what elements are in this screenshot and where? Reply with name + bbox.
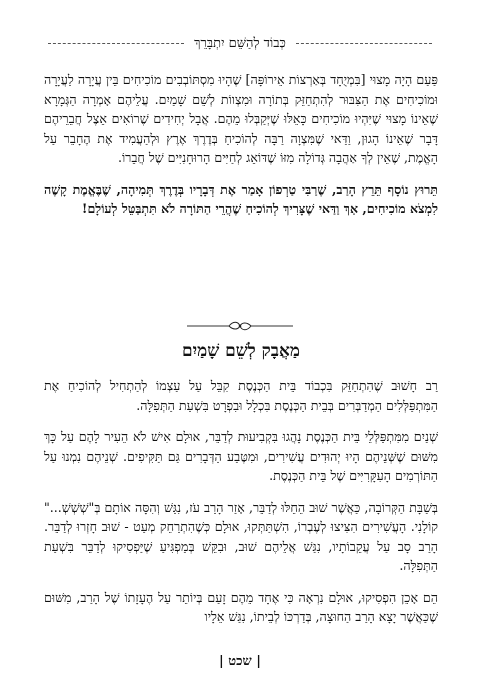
paragraph-second-answer: תֵּרוּץ נוֹסָף תֵּרֵץ הָרַב, שֶׁרַבִּי טַרְפוֹן אָמַר אֶת דְּבָרָיו בְּדֶרֶךְ תְּמִיהָה, שֶׁבֶּאֱמֶת קָשֶׁה לִמְצֹא מוֹכִיחִים, אַךְ וַדַּאי שֶׁצָּרִיךְ לְהוֹכִיחַ שֶׁהֲרֵי הַתּוֹרָה לֹא תִּתְבַּטֵּל לְעוֹלָם! [44, 181, 438, 216]
section-text-block [44, 376, 438, 639]
section-paragraph-1: רַב חָשׁוּב שֶׁהִתְחַזֵּק בִּכְבוֹד בֵּית הַכְּנֶסֶת קִבֵּל עַל עַצְמוֹ לְהַתְחִיל לְהוֹכִיחַ אֶת הַמִּתְפַּלְּלִים הַמְדַבְּרִים בְּבֵית הַכְּנֶסֶת בִּכְלָל וּבִפְרָט בִּשְׁעַת הַתְּפִלָּה. [44, 378, 438, 413]
paragraph-intro: פַּעַם הָיָה מָצוּי [בִּמְיֻחָד בְּאַרְצוֹת אֵירוֹפָּה] שֶׁהָיוּ מִסְתּוֹבְבִים מוֹכִיחִים בֵּין עֲיָרָה לַעֲיָרָה וּמוֹכִיחִים אֶת הַצִּבּוּר לְהִתְחַזֵּק בְּתוֹרָה וּמִצְווֹת לְשֵׁם שָׁמַיִם. עֲלֵיהֶם אָמְרָה הַגְּמָרָא שֶׁאֵינוֹ מָצוּי שֶׁיִּהְיוּ מוֹכִיחִים כָּאֵלּוּ שֶׁיְּקַבְּלוּ מֵהֶם. אֲבָל יְחִידִים שֶׁרוֹאִים אֵצֶל חֲבֵרֵיהֶם דָּבָר שֶׁאֵינוֹ הָגוּן, וַדַּאי שֶׁמִּצְוָה רַבָּה לְהוֹכִיחַ בְּדֶרֶךְ אֶרֶץ וּלְהַעֲמִיד אֶת הֶחָבֵר עַל הָאֱמֶת, שֶׁאֵין לְךָ אַהֲבָה גְּדוֹלָה מִזּוֹ שֶׁדּוֹאֵג לְחַיִּים הָרוּחָנִיִּים שֶׁל חֲבֵרוֹ. [44, 72, 438, 165]
header-rule-right [296, 43, 432, 44]
section-paragraph-4: הֵם אָכֵן הִפְסִיקוּ, אוּלָם נִרְאָה כִּי אֶחָד מֵהֶם זָעַם בְּיוֹתֵר עַל הֶעָזָתוֹ שֶׁל הָרַב, מִשּׁוּם שֶׁכַּאֲשֶׁר יָצָא הָרַב הַחוּצָה, בְּדַרְכּוֹ לְבֵיתוֹ, נִגַּשׁ אֵלָיו [44, 589, 438, 624]
running-title: כְּבוֹד לְהַשֵּׁם יִתְבָּרֵךְ [194, 36, 286, 51]
section-paragraph-3: בְּשַׁבָּת הַקְּרוֹבָה, כַּאֲשֶׁר שׁוּב הֵחֵלּוּ לְדַבֵּר, אָזַר הָרַב עֹז, נִגַּשׁ וְהִסָּה אוֹתָם בְּ"שְׁשְׁשְׁ..." קוֹלָנִי. הָעֲשִׁירִים הִצִּיצוּ לְעֶבְרוֹ, הִשְׁתַּתְּקוּ, אוּלָם כְּשֶׁהִתְרַחֵק מְעַט - שׁוּב חָזְרוּ לְדַבֵּר. הָרַב סָב עַל עֲקֵבוֹתָיו, נִגַּשׁ אֲלֵיהֶם שׁוּב, וּבִקֵּשׁ בְּמַפְגִּיעַ שֶׁיַּפְסִיקוּ לְדַבֵּר בִּשְׁעַת הַתְּפִלָּה. [44, 499, 438, 573]
top-text-block [44, 70, 438, 231]
header-rule-left [48, 43, 184, 44]
section-title: מַאֲבָק לְשֵׁם שָׁמַיִם [182, 341, 300, 361]
page-number: | שכט | [219, 654, 261, 669]
flourish-icon [185, 319, 295, 333]
section-divider-ornament [185, 319, 295, 333]
running-head [48, 34, 432, 52]
section-paragraph-2: שְׁנַיִם מִמִּתְפַּלְּלֵי בֵּית הַכְּנֶסֶת נָהֲגוּ בִּקְבִיעוּת לְדַבֵּר, אוּלָם אִישׁ לֹא הֵעִיר לָהֶם עַל כָּךְ מִשּׁוּם שֶׁשְּׁנֵיהֶם הָיוּ יְהוּדִים עֲשִׁירִים, וּמִטֶּבַע הַדְּבָרִים גַּם תַּקִּיפִים. שְׁנֵיהֶם נִמְנוּ עַל הַתּוֹרְמִים הָעִקָּרִיִּים שֶׁל בֵּית הַכְּנֶסֶת. [44, 429, 438, 483]
